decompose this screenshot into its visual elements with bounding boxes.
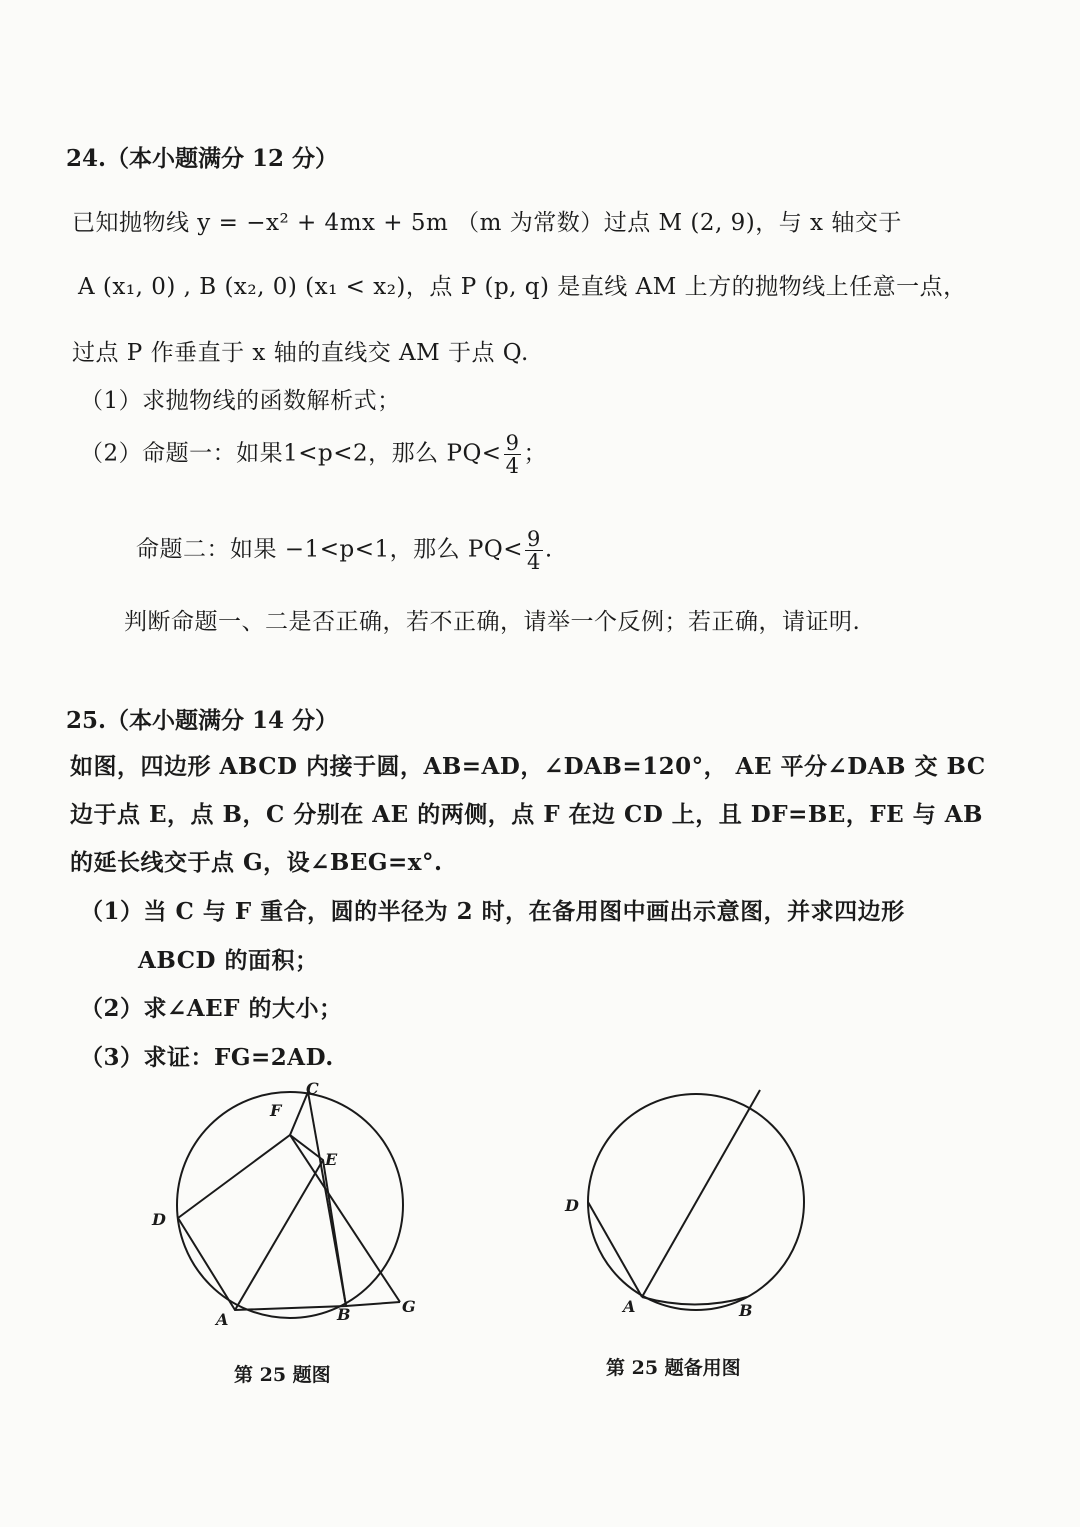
circumcircle	[177, 1092, 403, 1318]
label-a: A	[623, 1297, 636, 1316]
q25-statement-line1: 如图，四边形 ABCD 内接于圆，AB=AD，∠DAB=120°， AE 平分∠DAB 交 BC	[70, 753, 986, 780]
q24-statement-line1: 已知抛物线 y = −x² + 4mx + 5m （m 为常数）过点 M (2, 9)，与 x 轴交于	[72, 210, 902, 236]
label-d: D	[565, 1196, 579, 1215]
q24-part2-text: （2）命题一：如果1<p<2，那么 PQ<	[80, 440, 502, 467]
q24-prop2-suffix: .	[544, 536, 553, 563]
q25-part2: （2）求∠AEF 的大小；	[80, 995, 343, 1022]
q24-judge: 判断命题一、二是否正确，若不正确，请举一个反例；若正确，请证明.	[124, 609, 861, 635]
segment-bg	[346, 1302, 400, 1306]
segment-cb	[308, 1092, 346, 1306]
segment-ae	[235, 1160, 323, 1310]
label-e: E	[325, 1150, 338, 1169]
figure-25-caption: 第 25 题图	[234, 1364, 331, 1386]
q24-part2-fraction	[504, 432, 522, 477]
label-f: F	[270, 1101, 282, 1120]
q24-part2-suffix: ；	[523, 440, 547, 467]
figure-25-spare	[555, 1080, 825, 1340]
line-through-a	[642, 1090, 760, 1297]
label-d: D	[152, 1210, 166, 1229]
q24-part2	[80, 432, 547, 477]
segment-fc	[290, 1092, 308, 1135]
label-b: B	[337, 1305, 351, 1324]
label-a: A	[216, 1310, 229, 1329]
q25-statement-line2: 边于点 E，点 B，C 分别在 AE 的两侧，点 F 在边 CD 上，且 DF=BE，FE 与 AB	[70, 801, 983, 828]
q24-prop2-fraction	[525, 528, 543, 573]
fraction-denominator: 4	[505, 454, 520, 479]
q25-part1-line2: ABCD 的面积；	[138, 947, 319, 974]
fraction-numerator: 9	[527, 527, 541, 551]
label-b: B	[739, 1301, 753, 1320]
q25-heading: 25.（本小题满分 14 分）	[66, 707, 339, 734]
q24-part1: （1）求抛物线的函数解析式；	[80, 388, 401, 414]
q24-prop2-text: 命题二：如果 −1<p<1，那么 PQ<	[136, 536, 524, 563]
q24-statement-line3: 过点 P 作垂直于 x 轴的直线交 AM 于点 Q.	[72, 340, 529, 366]
q25-part3: （3）求证：FG=2AD.	[80, 1044, 334, 1071]
figure-25-spare-caption: 第 25 题备用图	[606, 1357, 741, 1379]
figure-25-main	[140, 1075, 440, 1345]
segment-da	[588, 1202, 642, 1297]
fraction-numerator: 9	[505, 431, 520, 455]
fraction-denominator: 4	[527, 550, 541, 575]
segment-fg	[290, 1135, 400, 1302]
q25-statement-line3: 的延长线交于点 G，设∠BEG=x°.	[70, 849, 443, 876]
q24-heading: 24.（本小题满分 12 分）	[66, 145, 339, 172]
q25-part1-line1: （1）当 C 与 F 重合，圆的半径为 2 时，在备用图中画出示意图，并求四边形	[80, 898, 905, 925]
label-c: C	[306, 1079, 319, 1098]
q24-statement-line2: A (x₁, 0) , B (x₂, 0) (x₁ < x₂)，点 P (p, q) 是直线 AM 上方的抛物线上任意一点，	[78, 274, 967, 300]
q24-proposition2	[136, 528, 553, 573]
label-g: G	[402, 1297, 416, 1316]
